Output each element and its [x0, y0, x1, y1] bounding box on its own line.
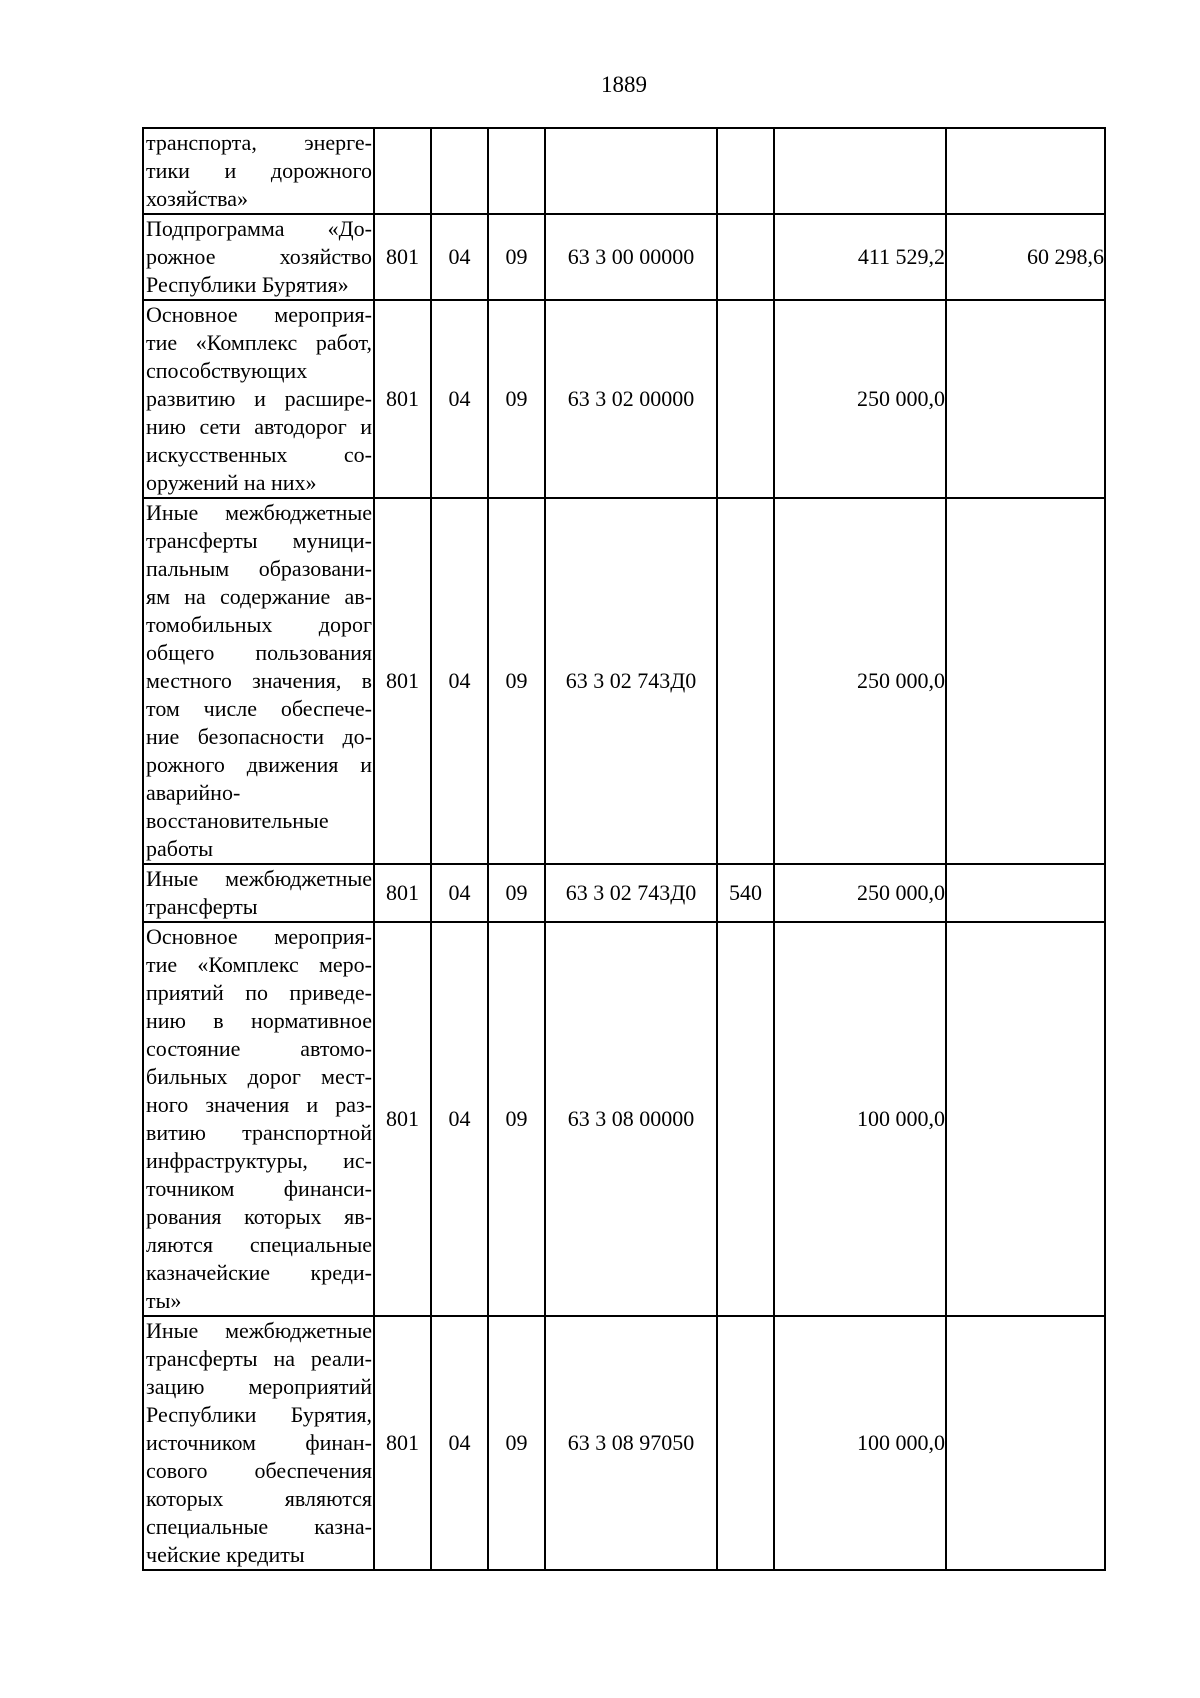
target-article-cell: 63 3 02 00000: [545, 300, 717, 498]
table-row: [143, 922, 1105, 1316]
subsection-code-cell: 09: [488, 922, 545, 1316]
target-article-cell: [545, 128, 717, 214]
item-name-line: оружений на них»: [146, 470, 317, 495]
table-row: [143, 1316, 1105, 1570]
item-name-line: нию сети автодорог и: [146, 414, 372, 439]
item-name-line: Подпрограмма «До-: [146, 216, 372, 241]
ministry-code-cell: 801: [374, 864, 431, 922]
table-body: [143, 128, 1105, 1570]
subsection-code-cell: 09: [488, 214, 545, 300]
ministry-code-cell: 801: [374, 1316, 431, 1570]
item-name-line: транспорта, энерге-: [146, 130, 372, 155]
item-name-line: Иные межбюджетные: [146, 1318, 372, 1343]
item-name-cell: [143, 300, 374, 498]
item-name-line: искусственных со-: [146, 442, 372, 467]
expense-type-cell: [717, 922, 774, 1316]
item-name-line: приятий по приведе-: [146, 980, 372, 1005]
item-name-line: источником финан-: [146, 1430, 372, 1455]
table-row: [143, 214, 1105, 300]
target-article-cell: 63 3 08 00000: [545, 922, 717, 1316]
subsection-code-cell: 09: [488, 498, 545, 864]
budget-table: [142, 127, 1106, 1571]
section-code-cell: [431, 128, 488, 214]
item-name-line: ляются специальные: [146, 1232, 372, 1257]
item-name-line: инфраструктуры, ис-: [146, 1148, 372, 1173]
ministry-code-cell: 801: [374, 498, 431, 864]
item-name-line: состояние автомо-: [146, 1036, 372, 1061]
item-name-line: хозяйства»: [146, 186, 248, 211]
ministry-code-cell: 801: [374, 922, 431, 1316]
item-name-line: Основное мероприя-: [146, 302, 372, 327]
amount-cell: 250 000,0: [774, 498, 946, 864]
item-name-line: рожного движения и: [146, 752, 372, 777]
amount-cell: 100 000,0: [774, 1316, 946, 1570]
item-name-line: трансферты на реали-: [146, 1346, 372, 1371]
item-name-line: Иные межбюджетные: [146, 500, 372, 525]
subsection-code-cell: 09: [488, 864, 545, 922]
item-name-line: казначейские креди-: [146, 1260, 372, 1285]
expense-type-cell: 540: [717, 864, 774, 922]
item-name-line: Иные межбюджетные: [146, 866, 372, 891]
section-code-cell: 04: [431, 864, 488, 922]
item-name-line: местного значения, в: [146, 668, 372, 693]
ministry-code-cell: 801: [374, 214, 431, 300]
item-name-line: тики и дорожного: [146, 158, 372, 183]
section-code-cell: 04: [431, 214, 488, 300]
item-name-line: развитию и расшире-: [146, 386, 372, 411]
amount-second-cell: [946, 300, 1105, 498]
item-name-line: ние безопасности до-: [146, 724, 372, 749]
item-name-line: рования которых яв-: [146, 1204, 372, 1229]
item-name-line: витию транспортной: [146, 1120, 372, 1145]
item-name-line: тие «Комплекс работ,: [146, 330, 372, 355]
item-name-line: нию в нормативное: [146, 1008, 372, 1033]
item-name-cell: [143, 214, 374, 300]
ministry-code-cell: [374, 128, 431, 214]
amount-second-cell: [946, 864, 1105, 922]
item-name-line: пальным образовани-: [146, 556, 372, 581]
expense-type-cell: [717, 498, 774, 864]
expense-type-cell: [717, 128, 774, 214]
item-name-cell: [143, 1316, 374, 1570]
item-name-cell: [143, 498, 374, 864]
item-name-line: сового обеспечения: [146, 1458, 372, 1483]
amount-second-cell: 60 298,6: [946, 214, 1105, 300]
item-name-line: рожное хозяйство: [146, 244, 372, 269]
page-number: 1889: [601, 72, 647, 97]
item-name-line: Республики Бурятия»: [146, 272, 349, 297]
expense-type-cell: [717, 214, 774, 300]
item-name-line: аварийно-: [146, 780, 241, 805]
item-name-line: Республики Бурятия,: [146, 1402, 372, 1427]
amount-cell: 250 000,0: [774, 300, 946, 498]
table-row: [143, 498, 1105, 864]
item-name-line: общего пользования: [146, 640, 372, 665]
item-name-line: чейские кредиты: [146, 1542, 305, 1567]
subsection-code-cell: 09: [488, 1316, 545, 1570]
amount-cell: [774, 128, 946, 214]
item-name-line: трансферты: [146, 894, 258, 919]
amount-cell: 250 000,0: [774, 864, 946, 922]
item-name-cell: [143, 864, 374, 922]
item-name-cell: [143, 922, 374, 1316]
amount-second-cell: [946, 498, 1105, 864]
item-name-line: бильных дорог мест-: [146, 1064, 372, 1089]
item-name-line: ям на содержание ав-: [146, 584, 372, 609]
item-name-line: точником финанси-: [146, 1176, 372, 1201]
item-name-line: трансферты муници-: [146, 528, 372, 553]
item-name-line: способствующих: [146, 358, 308, 383]
expense-type-cell: [717, 1316, 774, 1570]
table-row: [143, 128, 1105, 214]
subsection-code-cell: 09: [488, 300, 545, 498]
target-article-cell: 63 3 00 00000: [545, 214, 717, 300]
subsection-code-cell: [488, 128, 545, 214]
target-article-cell: 63 3 08 97050: [545, 1316, 717, 1570]
section-code-cell: 04: [431, 1316, 488, 1570]
item-name-line: специальные казна-: [146, 1514, 372, 1539]
item-name-line: том числе обеспече-: [146, 696, 372, 721]
item-name-line: тие «Комплекс меро-: [146, 952, 372, 977]
item-name-cell: [143, 128, 374, 214]
item-name-line: томобильных дорог: [146, 612, 372, 637]
section-code-cell: 04: [431, 300, 488, 498]
table-row: [143, 864, 1105, 922]
table-row: [143, 300, 1105, 498]
amount-second-cell: [946, 128, 1105, 214]
expense-type-cell: [717, 300, 774, 498]
item-name-line: которых являются: [146, 1486, 372, 1511]
section-code-cell: 04: [431, 498, 488, 864]
item-name-line: зацию мероприятий: [146, 1374, 372, 1399]
amount-cell: 411 529,2: [774, 214, 946, 300]
item-name-line: восстановительные: [146, 808, 329, 833]
item-name-line: Основное мероприя-: [146, 924, 372, 949]
ministry-code-cell: 801: [374, 300, 431, 498]
item-name-line: ты»: [146, 1288, 182, 1313]
section-code-cell: 04: [431, 922, 488, 1316]
target-article-cell: 63 3 02 743Д0: [545, 498, 717, 864]
item-name-line: ного значения и раз-: [146, 1092, 372, 1117]
item-name-line: работы: [146, 836, 214, 861]
target-article-cell: 63 3 02 743Д0: [545, 864, 717, 922]
amount-second-cell: [946, 922, 1105, 1316]
amount-cell: 100 000,0: [774, 922, 946, 1316]
amount-second-cell: [946, 1316, 1105, 1570]
